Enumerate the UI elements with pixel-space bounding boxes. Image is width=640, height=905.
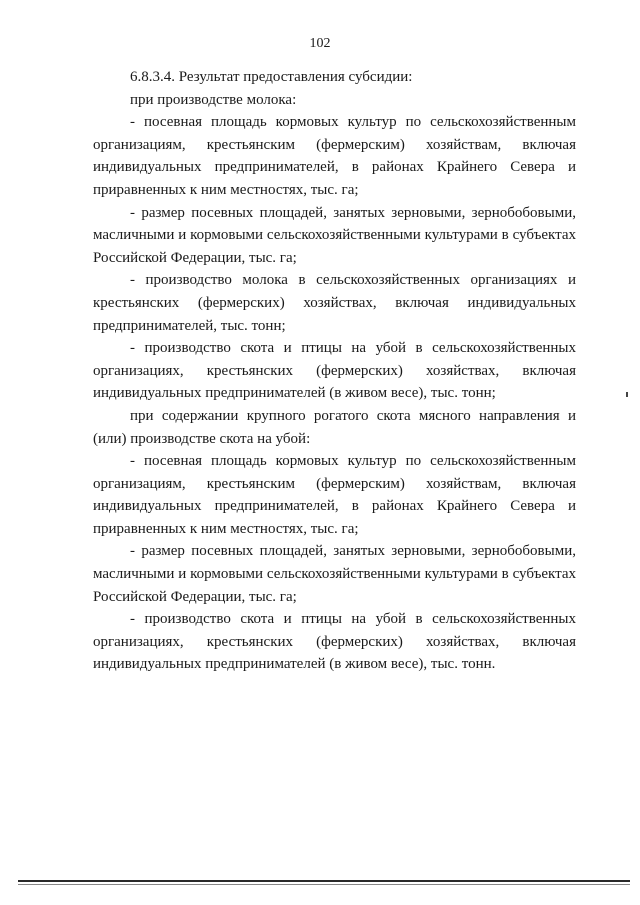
- margin-mark: [626, 392, 628, 397]
- list-item: - производство скота и птицы на убой в сельскохозяйственных организациях, крестьянских (фермерских) хозяйствах, включая индивидуальных предпринимателей (в живом весе), тыс. тонн.: [93, 611, 576, 673]
- list-item: - производство молока в сельскохозяйственных организациях и крестьянских (фермерских) хозяйствах, включая индивидуальных предпринимателей, тыс. тонн;: [93, 272, 576, 334]
- subheading-cattle: при содержании крупного рогатого скота мясного направления и (или) производстве скота на убой:: [93, 407, 576, 447]
- document-body: [93, 66, 576, 676]
- subheading-milk: при производстве молока:: [130, 91, 297, 108]
- scan-bottom-edge-thin: [18, 884, 630, 885]
- list-item: - посевная площадь кормовых культур по сельскохозяйственным организациям, крестьянским (фермерским) хозяйствам, включая индивидуальных предпринимателей, в районах Крайнего Севера и приравненных к ним местностях, тыс. га;: [93, 453, 576, 537]
- list-item: - размер посевных площадей, занятых зерновыми, зернобобовыми, масличными и кормовыми сельскохозяйственными культурами в субъектах Российской Федерации, тыс. га;: [93, 204, 576, 266]
- list-item: - размер посевных площадей, занятых зерновыми, зернобобовыми, масличными и кормовыми сельскохозяйственными культурами в субъектах Российской Федерации, тыс. га;: [93, 543, 576, 605]
- list-item: - производство скота и птицы на убой в сельскохозяйственных организациях, крестьянских (фермерских) хозяйствах, включая индивидуальных предпринимателей (в живом весе), тыс. тонн;: [93, 340, 576, 402]
- scan-bottom-edge: [18, 880, 630, 882]
- list-item: - посевная площадь кормовых культур по сельскохозяйственным организациям, крестьянским (фермерским) хозяйствам, включая индивидуальных предпринимателей, в районах Крайнего Севера и приравненных к ним местностях, тыс. га;: [93, 114, 576, 198]
- section-heading: 6.8.3.4. Результат предоставления субсидии:: [130, 69, 413, 85]
- page-number: 102: [309, 36, 331, 51]
